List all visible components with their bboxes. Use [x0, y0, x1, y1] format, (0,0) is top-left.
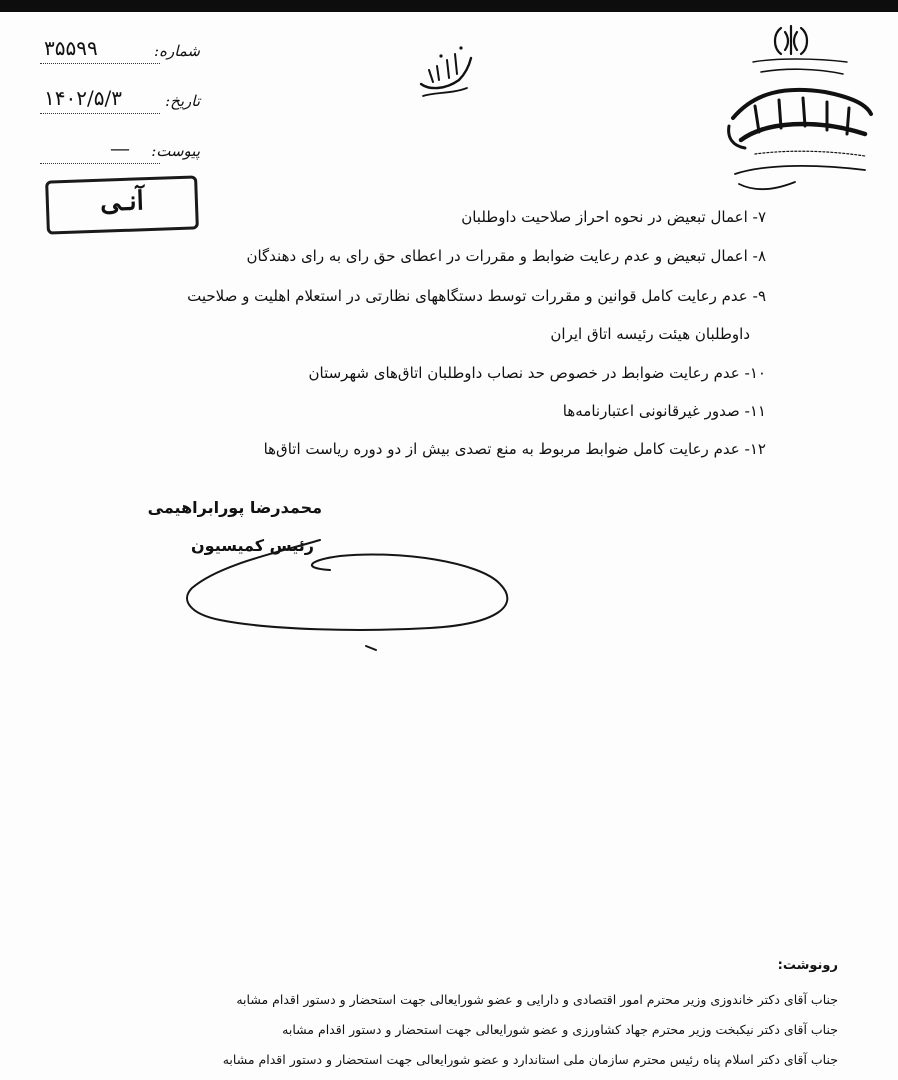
- list-item: ۱۲- عدم رعایت کامل ضوابط مربوط به منع تصدی بیش از دو دوره ریاست اتاق‌ها: [263, 440, 766, 458]
- dotted-line: [40, 163, 160, 164]
- bismillah-calligraphy: [415, 40, 477, 100]
- iran-emblem-icon: [725, 22, 875, 202]
- list-item: ۷- اعمال تبعیض در نحوه احراز صلاحیت داوطلبان: [461, 208, 766, 226]
- signatory-name: محمدرضا پورابراهیمی: [147, 498, 322, 517]
- letter-date-field: [40, 86, 200, 116]
- list-item: ۱۰- عدم رعایت ضوابط در خصوص حد نصاب داوطلبان اتاق‌های شهرستان: [308, 364, 766, 382]
- cc-line: جناب آقای دکتر اسلام پناه رئیس محترم سازمان ملی استاندارد و عضو شورایعالی جهت استحضار و دستور اقدام مشابه: [222, 1052, 838, 1067]
- letter-attachment-field: [40, 136, 200, 166]
- parliament-logo: [725, 22, 875, 202]
- cc-line: جناب آقای دکتر نیکبخت وزیر محترم جهاد کشاورزی و عضو شورایعالی جهت استحضار و دستور اقدام مشابه: [282, 1022, 838, 1037]
- list-item: ۹- عدم رعایت کامل قوانین و مقررات توسط دستگاههای نظارتی در استعلام اهلیت و صلاحیت: [187, 287, 766, 305]
- dotted-line: [40, 113, 160, 114]
- top-edge-bar: [0, 0, 898, 12]
- letter-date-value: ۱۴۰۲/۵/۳: [44, 86, 122, 110]
- cc-title: رونوشت:: [777, 958, 838, 973]
- cc-line: جناب آقای دکتر خاندوزی وزیر محترم امور اقتصادی و دارایی و عضو شورایعالی جهت استحضار و دستور اقدام مشابه: [236, 992, 838, 1007]
- handwritten-signature: [180, 528, 520, 658]
- list-item: ۸- اعمال تبعیض و عدم رعایت ضوابط و مقررات در اعطای حق رای به رای دهندگان: [246, 247, 766, 265]
- letter-attachment-value: —: [110, 136, 131, 160]
- signatory-title: رئیس کمیسیون: [191, 536, 314, 555]
- letter-attachment-label: پیوست:: [151, 142, 200, 160]
- urgent-stamp-text: آنـی: [99, 186, 145, 218]
- urgent-stamp: [45, 175, 199, 234]
- list-item: ۱۱- صدور غیرقانونی اعتبارنامه‌ها: [562, 402, 766, 420]
- list-item: داوطلبان هیئت رئیسه اتاق ایران: [550, 325, 750, 343]
- dotted-line: [40, 63, 160, 64]
- letter-number-label: شماره:: [154, 42, 200, 60]
- letter-number-value: ۳۵۵۹۹: [44, 36, 98, 60]
- letter-date-label: تاریخ:: [165, 92, 200, 110]
- letter-number-field: [40, 36, 200, 66]
